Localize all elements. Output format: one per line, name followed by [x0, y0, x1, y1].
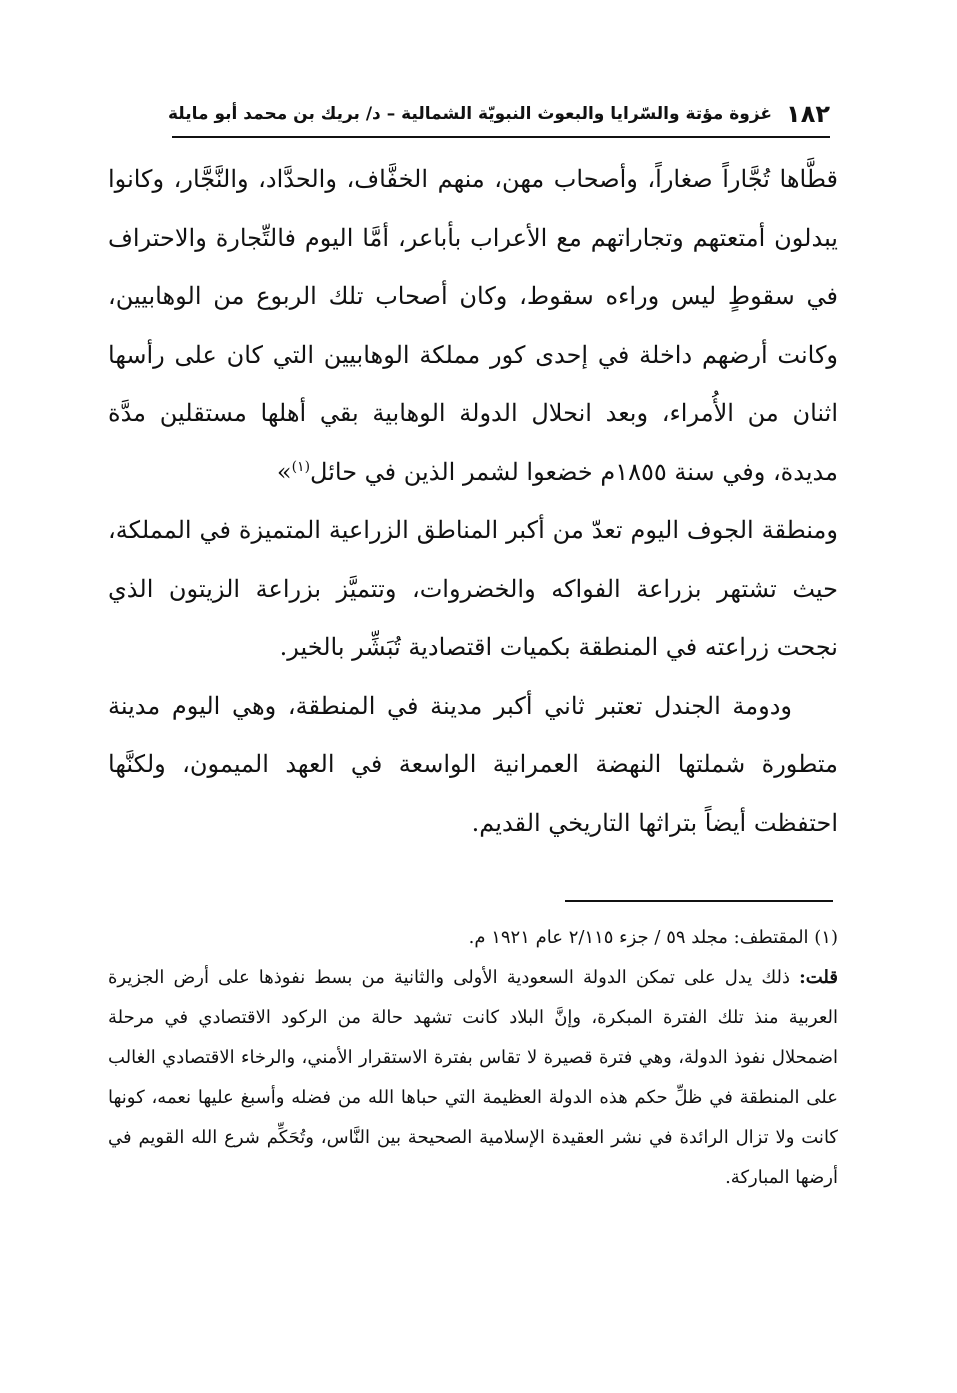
running-header [168, 96, 830, 132]
footnote-separator [565, 900, 833, 902]
header-rule [172, 136, 830, 138]
paragraph: ومنطقة الجوف اليوم تعدّ من أكبر المناطق الزراعية المتميزة في المملكة، حيث تشتهر بزراعة الفواكه والخضروات، وتتميَّز بزراعة الزيتون الذي نجحت زراعته في المنطقة بكميات اقتصادية تُبَشِّر بالخير. [108, 516, 838, 661]
paragraph: ودومة الجندل تعتبر ثاني أكبر مدينة في المنطقة، وهي اليوم مدينة متطورة شملتها النهضة العمرانية الواسعة في العهد الميمون، ولكنَّها احتفظت أيضاً بتراثها التاريخي القديم. [108, 691, 838, 837]
editor-comment [108, 958, 838, 1198]
footnote-1: (١) المقتطف: مجلد ٥٩ / جزء ٢/١١٥ عام ١٩٢١ م. [468, 927, 838, 948]
paragraph-text: قطَّاها تُجَّاراً صغاراً، وأصحاب مهن، منهم الخفَّاف، والحدَّاد، والنَّجَّار، وكانوا يبدلون أمتعتهم وتجاراتهم مع الأعراب بأباعر، أمَّا اليوم فالتِّجارة والاحتراف في سقوطٍ ليس وراءه سقوط، وكان أصحاب تلك الربوع من الوهابيين، وكانت أرضهم داخلة في إحدى كور مملكة الوهابيين التي كان على رأسها اثنان من الأُمراء، وبعد انحلال الدولة الوهابية بقي أهلها مستقلين مدَّة مديدة، وفي سنة ١٨٥٥م خضعوا لشمر الذين في حائل [108, 165, 838, 486]
closing-quote: » [276, 457, 292, 486]
page-number: ١٨٢ [786, 100, 830, 128]
comment-text: ذلك يدل على تمكن الدولة السعودية الأولى والثانية من بسط نفوذها على أرض الجزيرة العربية منذ تلك الفترة المبكرة، وإنَّ البلاد كانت تشهد حالة من الركود الاقتصادي في مرحلة اضمحلال نفوذ الدولة، وهي فترة قصيرة لا تقاس بفترة الاستقرار الأمني، والرخاء الاقتصادي الغالب على المنطقة في ظلِّ حكم هذه الدولة العظيمة التي حباها الله من فضله وأسبغ عليها نعمه، كونها كانت ولا تزال الرائدة في نشر العقيدة الإسلامية الصحيحة بين النَّاس، وتُحَكِّم شرع الله القويم في أرضها المباركة. [108, 967, 838, 1188]
footnote-marker[interactable]: (١) [291, 458, 311, 475]
footnotes [108, 918, 838, 1198]
running-title: غزوة مؤتة والسّرايا والبعوث النبويّة الشمالية – د/ بريك بن محمد أبو مايلة [168, 104, 773, 124]
paragraph [108, 150, 838, 501]
main-text [108, 150, 838, 852]
comment-lead: قلت: [799, 967, 838, 988]
